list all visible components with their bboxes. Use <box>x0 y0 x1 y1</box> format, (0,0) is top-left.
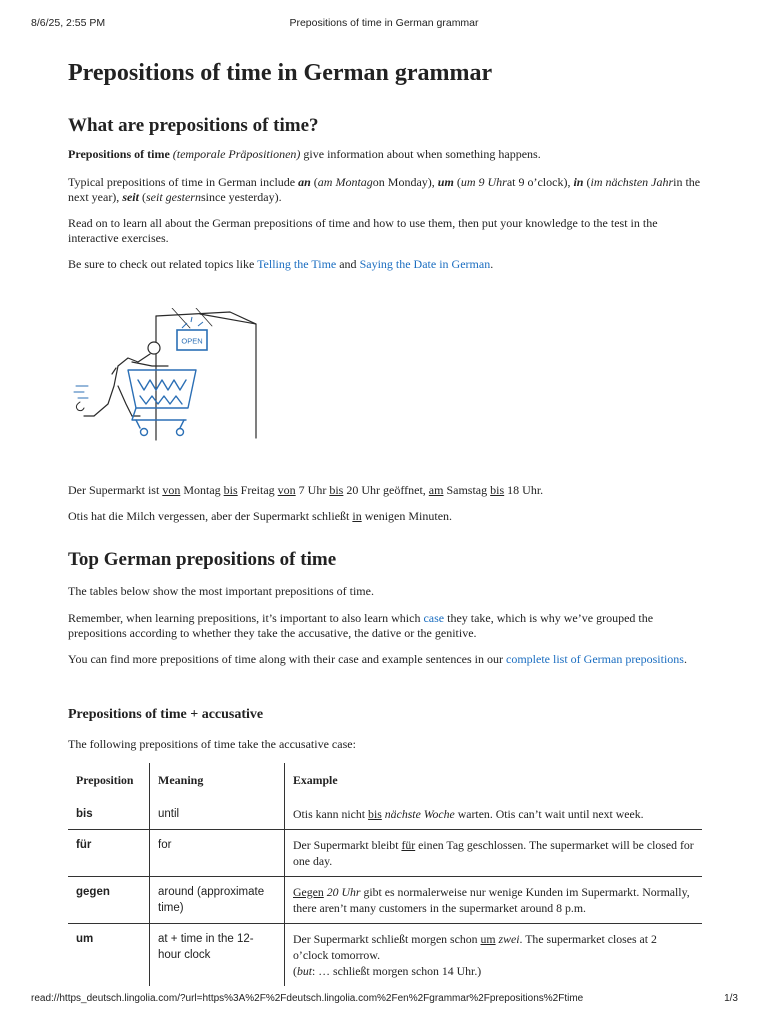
table-row <box>68 924 702 987</box>
saying-the-date-link[interactable]: Saying the Date in German <box>359 257 491 271</box>
um-translation: at 9 o’clock), <box>506 175 574 189</box>
ex1-text: 20 Uhr geöffnet, <box>343 483 429 497</box>
ex1-text: Freitag <box>237 483 278 497</box>
prep-seit: seit <box>122 190 139 204</box>
tables-intro: The tables below show the most important prepositions of time. <box>68 584 374 598</box>
ex-prep: für <box>401 838 416 852</box>
um-example: um 9 Uhr <box>460 175 507 189</box>
prep-in: in <box>573 175 584 189</box>
seit-example: seit gestern <box>145 190 201 204</box>
prep-cell: gegen <box>68 877 150 924</box>
section-heading-what: What are prepositions of time? <box>68 115 319 136</box>
print-date: 8/6/25, 2:55 PM <box>31 17 106 29</box>
ex-time-expression: zwei <box>498 932 520 946</box>
telling-the-time-link[interactable]: Telling the Time <box>257 257 337 271</box>
ex-time-expression: nächste Woche <box>384 807 455 821</box>
section-heading-top: Top German prepositions of time <box>68 549 337 570</box>
table-row <box>68 804 702 830</box>
case-rest: they take, which is why we’ve grouped the prepositions according to whether they take the accusative, the dative or the genitive. <box>68 611 654 640</box>
seit-open: ( <box>138 190 146 204</box>
ex1-prep-bis: bis <box>329 483 344 497</box>
ex-text: einen Tag geschlossen. The supermarket will be closed for one day. <box>293 838 694 868</box>
seit-translation: since yesterday). <box>200 190 282 204</box>
ex1-text: Montag <box>180 483 224 497</box>
ex-note-but: but <box>296 964 313 978</box>
more-lead: You can find more prepositions of time along with their case and example sentences in our <box>68 652 507 666</box>
prep-an: an <box>298 175 311 189</box>
table-row <box>68 830 702 877</box>
print-footer <box>0 993 768 1013</box>
case-lead: Remember, when learning prepositions, it’s important to also learn which <box>68 611 424 625</box>
case-paragraph <box>68 611 702 641</box>
ex-text: warten. Otis can’t wait until next week. <box>454 807 644 821</box>
table-row <box>68 877 702 924</box>
example-cell <box>285 924 703 987</box>
page-number: 1/3 <box>724 993 738 1004</box>
more-prepositions-paragraph <box>68 652 702 667</box>
page-title: Prepositions of time in German grammar <box>68 60 493 86</box>
ex-text: Otis kann nicht <box>293 807 369 821</box>
case-link[interactable]: case <box>423 611 445 625</box>
ex-text: . The supermarket closes at 2 o’clock tomorrow. <box>293 932 657 962</box>
ex-text: Der Supermarkt bleibt <box>293 838 402 852</box>
ex1-prep-von: von <box>277 483 296 497</box>
column-header-preposition: Preposition <box>68 763 150 804</box>
in-example: im nächsten Jahr <box>590 175 674 189</box>
meaning-cell: at + time in the 12-hour clock <box>150 924 285 987</box>
related-paragraph <box>68 257 702 272</box>
table-header-row <box>68 763 702 804</box>
example-sentence-1 <box>68 483 702 498</box>
ex-note: ( <box>293 964 297 978</box>
read-on-paragraph: Read on to learn all about the German prepositions of time and how to use them, then put your knowledge to the test in the interactive exercises. <box>68 216 658 245</box>
print-url: read://https_deutsch.lingolia.com/?url=https%3A%2F%2Fdeutsch.lingolia.com%2Fen%2Fgrammar%2Fprepositions%2Ftime <box>31 993 584 1004</box>
intro-italic: (temporale Präpositionen) <box>172 147 301 161</box>
column-header-meaning: Meaning <box>150 763 285 804</box>
ex-prep: Gegen <box>293 885 324 899</box>
example-cell <box>285 830 703 877</box>
example-cell <box>285 877 703 924</box>
ex1-prep-bis: bis <box>223 483 238 497</box>
complete-list-link[interactable]: complete list of German prepositions <box>506 652 684 666</box>
in-open: ( <box>583 175 591 189</box>
ex1-text: 18 Uhr. <box>504 483 544 497</box>
related-end: . <box>490 257 494 271</box>
prep-um: um <box>437 175 454 189</box>
ex2-text: Otis hat die Milch vergessen, aber der Supermarkt schließt <box>68 509 353 523</box>
ex-text: gibt es normalerweise nur wenige Kunden im Supermarkt. Normally, there aren’t many customers in the supermarket around 8 p.m. <box>293 885 690 915</box>
meaning-cell: for <box>150 830 285 877</box>
print-title: Prepositions of time in German grammar <box>289 17 479 29</box>
meaning-cell: until <box>150 804 285 830</box>
an-example: am Montag <box>317 175 373 189</box>
ex1-prep-am: am <box>428 483 444 497</box>
column-header-example: Example <box>293 773 338 787</box>
related-and: and <box>336 257 360 271</box>
prep-cell: für <box>68 830 150 877</box>
accusative-table <box>68 763 702 986</box>
ex2-text: wenigen Minuten. <box>361 509 453 523</box>
ex1-prep-bis: bis <box>490 483 505 497</box>
meaning-cell: around (approximate time) <box>150 877 285 924</box>
example-sentence-2 <box>68 509 702 524</box>
section-heading-accusative: Prepositions of time + accusative <box>68 707 264 722</box>
example-cell <box>285 804 703 830</box>
ex1-text: 7 Uhr <box>295 483 330 497</box>
more-end: . <box>683 652 687 666</box>
an-translation: on Monday), <box>372 175 438 189</box>
intro-paragraph <box>68 147 702 162</box>
prep-cell: bis <box>68 804 150 830</box>
intro-rest: give information about when something happens. <box>300 147 541 161</box>
typical-lead: Typical prepositions of time in German include <box>68 175 299 189</box>
ex-prep: um <box>480 932 496 946</box>
ex-time-expression: 20 Uhr <box>326 885 361 899</box>
in-translation: in the next year), <box>68 175 701 204</box>
accusative-intro: The following prepositions of time take the accusative case: <box>68 737 356 751</box>
prep-cell: um <box>68 924 150 987</box>
supermarket-illustration <box>70 308 260 443</box>
typical-paragraph <box>68 175 702 205</box>
ex1-text: Samstag <box>443 483 491 497</box>
ex-prep: bis <box>368 807 382 821</box>
ex-text: Der Supermarkt schließt morgen schon <box>293 932 481 946</box>
open-sign-text: OPEN <box>181 336 203 346</box>
intro-bold: Prepositions of time <box>68 147 170 161</box>
related-lead: Be sure to check out related topics like <box>68 257 258 271</box>
ex1-prep-von: von <box>162 483 181 497</box>
um-open: ( <box>453 175 461 189</box>
ex2-prep-in: in <box>352 509 362 523</box>
ex1-text: Der Supermarkt ist <box>68 483 163 497</box>
ex-note: : … schließt morgen schon 14 Uhr.) <box>312 964 482 978</box>
an-open: ( <box>310 175 318 189</box>
print-header <box>0 0 768 40</box>
